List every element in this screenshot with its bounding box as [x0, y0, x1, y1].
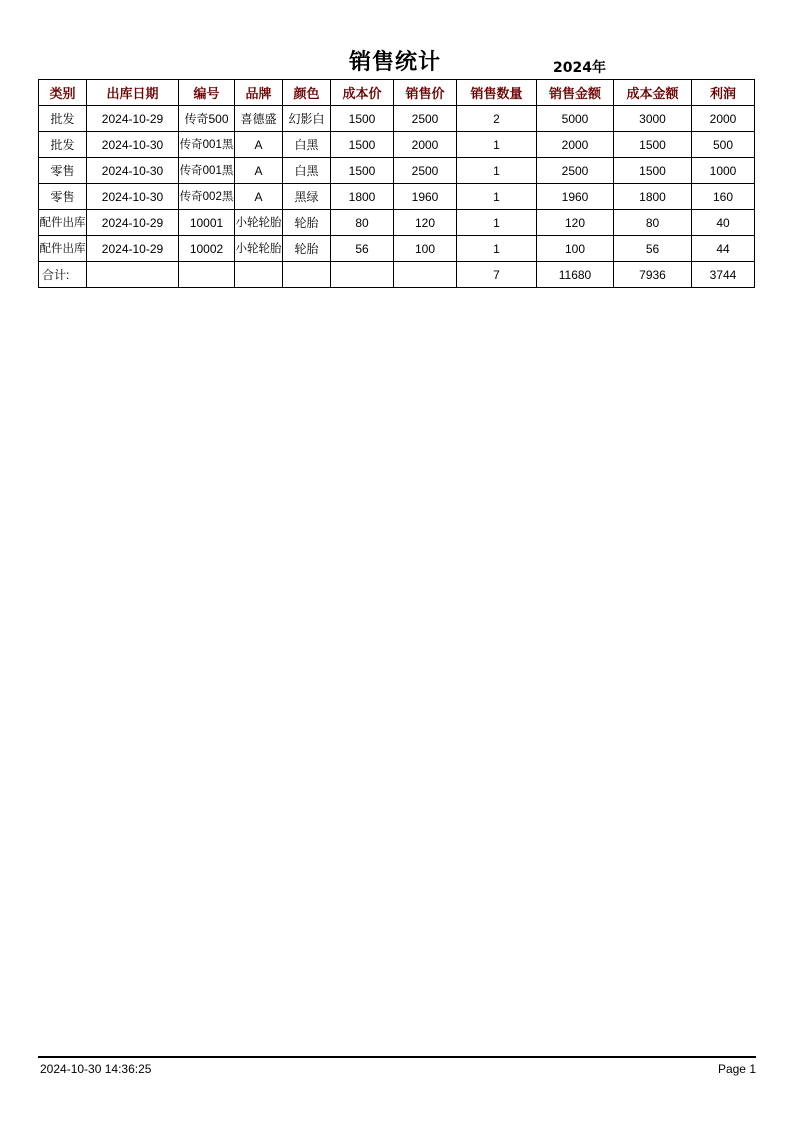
header-quantity: 销售数量 [457, 80, 537, 106]
cell-color: 黑绿 [283, 184, 331, 210]
cell-cost-price: 1500 [331, 106, 394, 132]
cell-profit: 40 [692, 210, 755, 236]
cell-color: 轮胎 [283, 236, 331, 262]
header-cost-amount: 成本金额 [614, 80, 692, 106]
cell-code: 传奇001黑 [179, 158, 235, 184]
cell-color: 轮胎 [283, 210, 331, 236]
cell-cost-amount: 80 [614, 210, 692, 236]
cell-quantity: 1 [457, 184, 537, 210]
cell-brand: A [235, 158, 283, 184]
cell-brand: 小轮轮胎 [235, 210, 283, 236]
totals-empty-cell [179, 262, 235, 288]
header-outbound-date: 出库日期 [87, 80, 179, 106]
report-year: 2024年 [553, 60, 606, 76]
header-code: 编号 [179, 80, 235, 106]
cell-profit: 1000 [692, 158, 755, 184]
cell-quantity: 1 [457, 158, 537, 184]
cell-sales-amount: 2000 [537, 132, 614, 158]
cell-brand: 小轮轮胎 [235, 236, 283, 262]
cell-date: 2024-10-29 [87, 236, 179, 262]
header-brand: 品牌 [235, 80, 283, 106]
table-row [39, 132, 755, 158]
cell-cost-price: 56 [331, 236, 394, 262]
totals-empty-cell [331, 262, 394, 288]
table-header-row [39, 80, 755, 106]
totals-empty-cell [394, 262, 457, 288]
table-row [39, 106, 755, 132]
table-row [39, 210, 755, 236]
cell-sale-price: 100 [394, 236, 457, 262]
cell-cost-amount: 1800 [614, 184, 692, 210]
totals-empty-cell [283, 262, 331, 288]
totals-row [39, 262, 755, 288]
cell-sales-amount: 2500 [537, 158, 614, 184]
cell-date: 2024-10-29 [87, 210, 179, 236]
cell-cost-amount: 56 [614, 236, 692, 262]
report-title: 销售统计 [349, 49, 442, 75]
cell-date: 2024-10-30 [87, 184, 179, 210]
totals-quantity: 7 [457, 262, 537, 288]
header-cost-price: 成本价 [331, 80, 394, 106]
cell-category: 批发 [39, 132, 87, 158]
header-sales-amount: 销售金额 [537, 80, 614, 106]
cell-brand: A [235, 132, 283, 158]
table-row [39, 158, 755, 184]
cell-brand: A [235, 184, 283, 210]
cell-cost-amount: 1500 [614, 132, 692, 158]
cell-color: 白黑 [283, 158, 331, 184]
cell-cost-price: 1800 [331, 184, 394, 210]
totals-empty-cell [235, 262, 283, 288]
cell-sales-amount: 100 [537, 236, 614, 262]
cell-cost-price: 1500 [331, 158, 394, 184]
cell-sales-amount: 1960 [537, 184, 614, 210]
cell-cost-amount: 3000 [614, 106, 692, 132]
cell-brand: 喜德盛 [235, 106, 283, 132]
cell-sale-price: 2500 [394, 106, 457, 132]
cell-color: 幻影白 [283, 106, 331, 132]
footer-divider [38, 1056, 756, 1058]
cell-sales-amount: 5000 [537, 106, 614, 132]
table-row [39, 184, 755, 210]
cell-profit: 44 [692, 236, 755, 262]
cell-category: 批发 [39, 106, 87, 132]
header-profit: 利润 [692, 80, 755, 106]
cell-code: 10002 [179, 236, 235, 262]
cell-profit: 500 [692, 132, 755, 158]
cell-cost-amount: 1500 [614, 158, 692, 184]
cell-quantity: 1 [457, 236, 537, 262]
cell-code: 10001 [179, 210, 235, 236]
totals-sales-amount: 11680 [537, 262, 614, 288]
totals-label: 合计: [39, 262, 87, 288]
footer-timestamp: 2024-10-30 14:36:25 [40, 1062, 152, 1076]
cell-sale-price: 1960 [394, 184, 457, 210]
cell-category: 配件出库 [39, 236, 87, 262]
cell-date: 2024-10-29 [87, 106, 179, 132]
cell-sale-price: 120 [394, 210, 457, 236]
totals-empty-cell [87, 262, 179, 288]
cell-cost-price: 80 [331, 210, 394, 236]
cell-quantity: 1 [457, 210, 537, 236]
cell-color: 白黑 [283, 132, 331, 158]
cell-code: 传奇500 [179, 106, 235, 132]
cell-category: 零售 [39, 184, 87, 210]
cell-cost-price: 1500 [331, 132, 394, 158]
table-row [39, 236, 755, 262]
cell-sale-price: 2500 [394, 158, 457, 184]
cell-sales-amount: 120 [537, 210, 614, 236]
totals-profit: 3744 [692, 262, 755, 288]
header-category: 类别 [39, 80, 87, 106]
cell-date: 2024-10-30 [87, 132, 179, 158]
cell-profit: 160 [692, 184, 755, 210]
footer-page-number: Page 1 [717, 1062, 756, 1076]
header-sale-price: 销售价 [394, 80, 457, 106]
cell-profit: 2000 [692, 106, 755, 132]
header-color: 颜色 [283, 80, 331, 106]
totals-cost-amount: 7936 [614, 262, 692, 288]
cell-quantity: 1 [457, 132, 537, 158]
cell-sale-price: 2000 [394, 132, 457, 158]
cell-date: 2024-10-30 [87, 158, 179, 184]
cell-category: 零售 [39, 158, 87, 184]
sales-table [38, 79, 755, 288]
cell-category: 配件出库 [39, 210, 87, 236]
cell-quantity: 2 [457, 106, 537, 132]
cell-code: 传奇001黑 [179, 132, 235, 158]
cell-code: 传奇002黑 [179, 184, 235, 210]
